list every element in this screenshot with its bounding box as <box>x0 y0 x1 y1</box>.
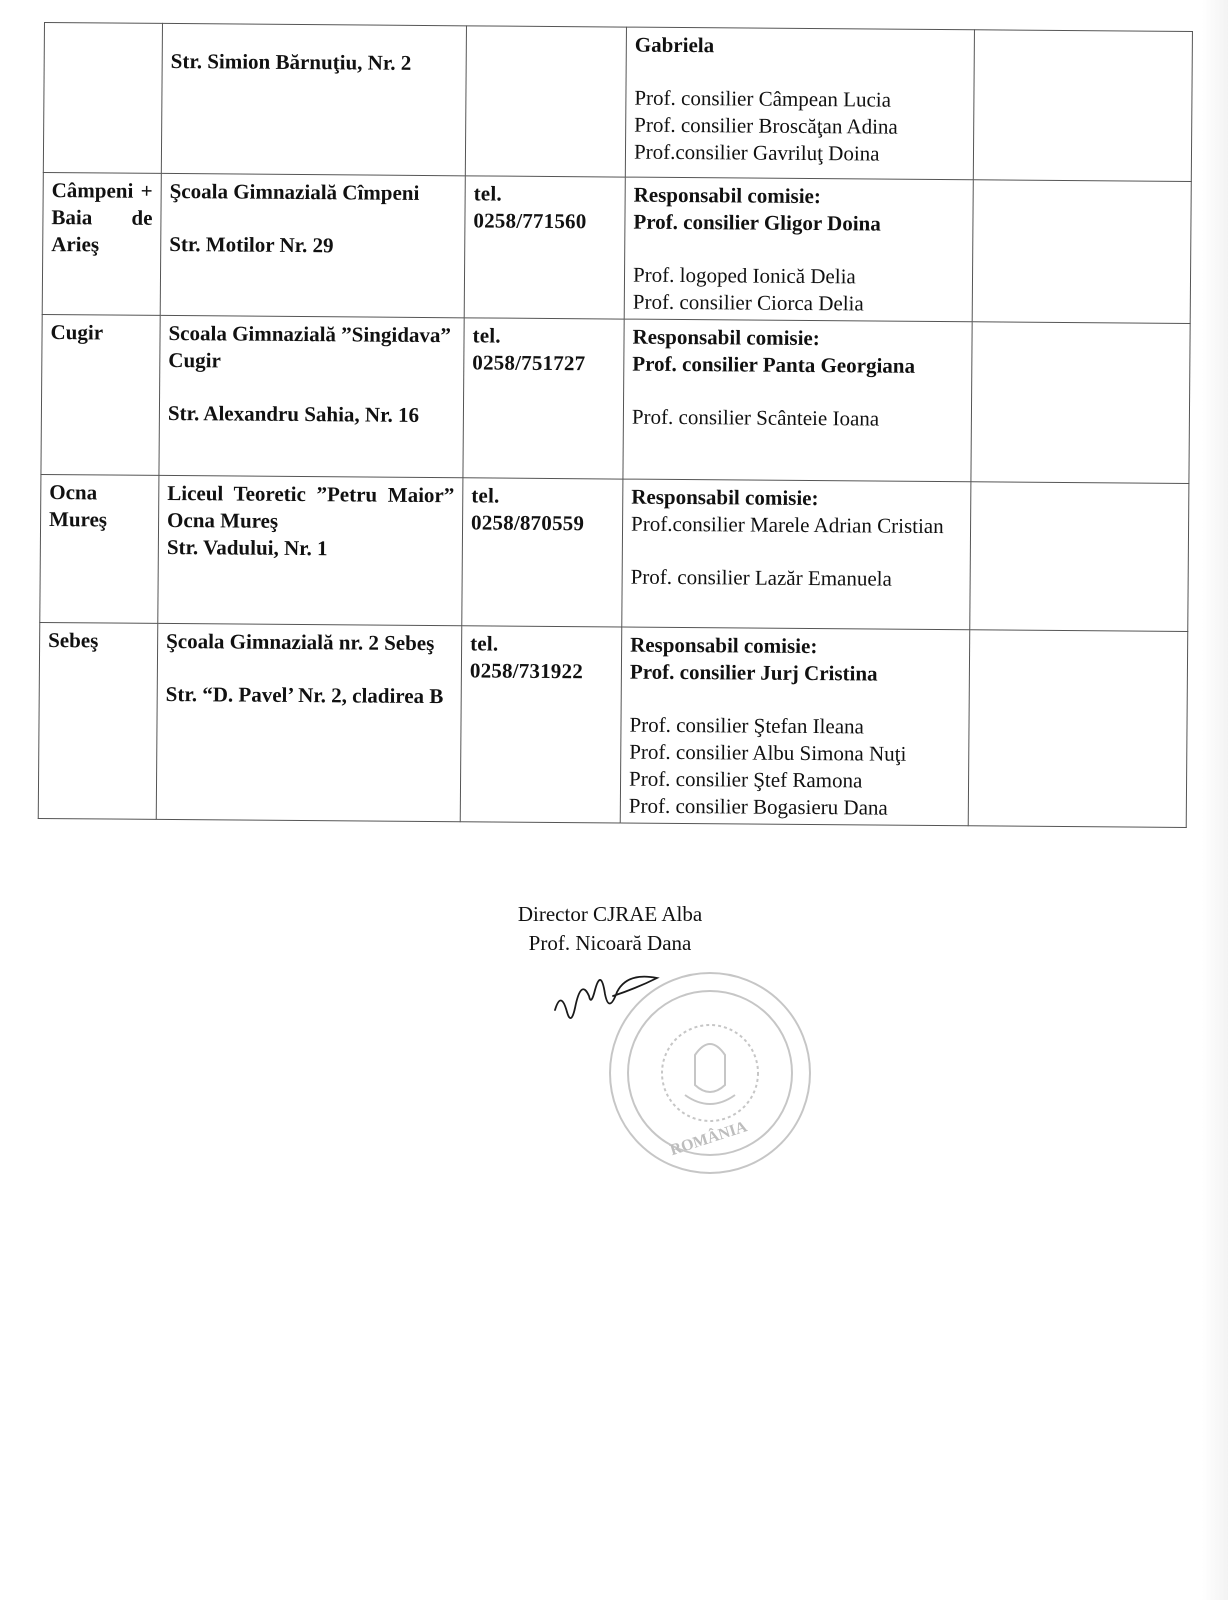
town-cell: Ocna Mureş <box>40 474 159 623</box>
staff-member: Prof. consilier Scânteie Ioana <box>631 404 880 431</box>
stamp-text: ROMÂNIA <box>667 1118 750 1160</box>
school-cell <box>160 173 465 317</box>
school-name: Şcoala Gimnazială nr. 2 Sebeş <box>166 628 435 656</box>
school-cell <box>161 23 466 175</box>
staff-member: Prof. consilier Albu Simona Nuţi <box>629 739 907 766</box>
staff-head: Prof. consilier Jurj Cristina <box>629 659 878 686</box>
director-title: Director CJRAE Alba <box>517 902 703 926</box>
phone-number: 0258/731922 <box>469 658 584 684</box>
school-cell <box>156 623 462 821</box>
staff-cell <box>623 319 972 482</box>
schools-table <box>38 22 1193 828</box>
staff-member: Prof. consilier Lazăr Emanuela <box>630 564 892 591</box>
signature-block <box>470 900 750 958</box>
staff-member: Prof. consilier Ştefan Ileana <box>629 712 865 739</box>
town-cell: Câmpeni + Baia de Arieş <box>42 172 161 315</box>
phone-cell: tel. 0258/751727 <box>463 318 624 479</box>
town-cell: Cugir <box>41 314 160 475</box>
staff-head: Responsabil comisie: <box>631 484 819 511</box>
school-address: Str. Vadului, Nr. 1 <box>166 534 328 561</box>
phone-cell <box>465 26 626 177</box>
staff-member: Prof.consilier Gavriluţ Doina <box>633 139 880 166</box>
director-name: Prof. Nicoară Dana <box>528 931 692 955</box>
phone-cell: tel. 0258/870559 <box>462 478 623 627</box>
school-address: Str. Alexandru Sahia, Nr. 16 <box>167 400 420 427</box>
staff-cell <box>620 627 970 826</box>
school-name: Şcoala Gimnazială Cîmpeni <box>169 178 420 205</box>
empty-cell <box>973 30 1192 182</box>
staff-cell <box>624 177 973 322</box>
stamp-seal-icon <box>545 955 845 1185</box>
school-address: Str. Motilor Nr. 29 <box>169 231 334 258</box>
school-name: Liceul Teoretic ”Petru Maior” Ocna Mureş <box>166 480 455 533</box>
table-row <box>40 474 1189 631</box>
staff-member: Prof. consilier Ştef Ramona <box>628 766 863 793</box>
signature-scribble <box>555 977 657 1019</box>
page-edge-shadow <box>1202 0 1228 1600</box>
phone-number: 0258/751727 <box>472 350 586 376</box>
school-address: Str. “D. Pavel’ Nr. 2, cladirea B <box>165 681 444 709</box>
table-row <box>41 314 1190 483</box>
school-address: Str. Simion Bărnuţiu, Nr. 2 <box>170 48 412 75</box>
town-cell: Sebeş <box>38 622 158 819</box>
table-row <box>43 23 1192 182</box>
staff-head: Gabriela <box>634 32 715 58</box>
table-row <box>42 172 1191 323</box>
staff-member: Prof. consilier Ciorca Delia <box>632 289 864 316</box>
school-cell <box>159 315 464 477</box>
staff-head: Prof. consilier Panta Georgiana <box>632 351 916 378</box>
empty-cell <box>972 180 1191 324</box>
empty-cell <box>970 482 1189 632</box>
school-cell <box>158 475 463 625</box>
table-row <box>38 622 1188 827</box>
phone-number: 0258/870559 <box>470 510 585 536</box>
staff-member: Prof. consilier Broscăţan Adina <box>634 112 898 139</box>
staff-member: Prof. consilier Bogasieru Dana <box>628 793 888 820</box>
phone-cell: tel. 0258/731922 <box>460 626 622 823</box>
staff-head: Responsabil comisie: <box>630 632 818 659</box>
staff-cell <box>625 27 974 180</box>
staff-lead: Prof.consilier Marele Adrian Cristian <box>630 511 944 539</box>
staff-member: Prof. logoped Ionică Delia <box>632 262 856 289</box>
school-name: Scoala Gimnazială ”Singidava” Cugir <box>168 320 452 373</box>
phone-number: 0258/771560 <box>473 208 587 234</box>
empty-cell <box>968 630 1188 828</box>
town-cell <box>43 23 162 174</box>
staff-cell <box>622 479 971 630</box>
staff-head: Responsabil comisie: <box>632 324 820 351</box>
staff-head: Prof. consilier Gligor Doina <box>633 209 881 236</box>
empty-cell <box>971 322 1190 484</box>
signature-and-stamp <box>545 955 845 1185</box>
staff-member: Prof. consilier Câmpean Lucia <box>634 85 892 112</box>
staff-head: Responsabil comisie: <box>633 182 822 209</box>
phone-cell: tel. 0258/771560 <box>464 176 625 319</box>
